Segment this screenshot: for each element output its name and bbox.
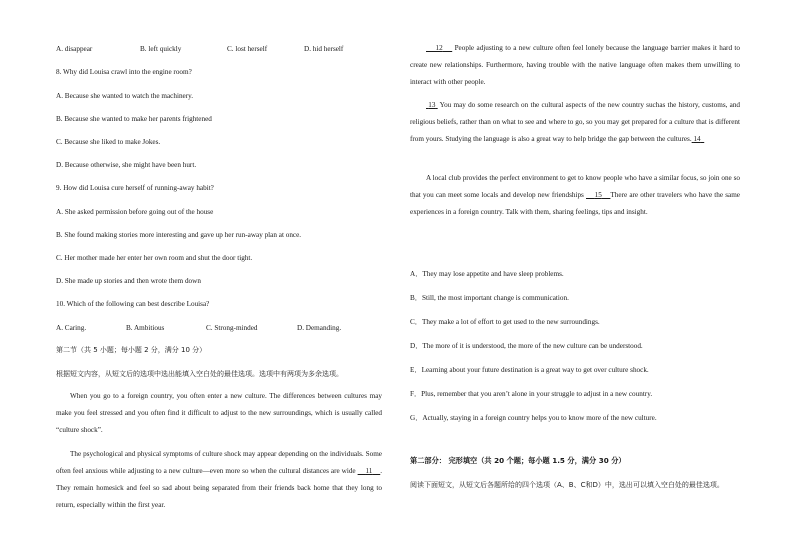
paragraph-5-text-b: There are other travelers who have the same experiences in a foreign country. Talk with them, sharing feelings, tips and insight. [410, 190, 741, 216]
q8-option-d: D. Because otherwise, she might have been hurt. [56, 161, 197, 169]
blank-11-number: 11 [365, 466, 373, 475]
passage-paragraph-3 [410, 40, 740, 91]
blank-14 [692, 135, 705, 143]
blank-13-number: 13 [428, 101, 436, 109]
q8-option-b: B. Because she wanted to make her parents frightened [56, 115, 212, 123]
q10-option-c: C. Strong-minded [206, 324, 258, 332]
paragraph-5-text-a: A local club provides the perfect environment to get to know people who have a similar focus, so join one so that you can meet some locals and develop new friendships [410, 174, 740, 199]
section2-title: 第二节（共 5 小题；每小题 2 分，满分 10 分） [56, 346, 207, 354]
choice-f: F．Plus, remember that you aren’t alone in your struggle to adjust in a new country. [410, 390, 653, 398]
q8-option-a: A. Because she wanted to watch the machinery. [56, 92, 194, 100]
q10-stem: 10. Which of the following can best describe Louisa? [56, 300, 210, 308]
blank-11 [358, 467, 381, 475]
part2-title: 第二部分： 完形填空（共 20 个题；每小题 1.5 分，满分 30 分） [410, 456, 626, 465]
part2-instruction: 阅读下面短文，从短文后各题所给的四个选项（A、B、C和D）中，选出可以填入空白处的最佳选项。 [410, 481, 724, 489]
choice-c: C．They make a lot of effort to get used to the new surroundings. [410, 318, 600, 326]
blank-14-number: 14 [693, 134, 701, 143]
passage-paragraph-1 [56, 388, 382, 439]
paragraph-3-text: People adjusting to a new culture often feel lonely because the language barrier makes it hard to create new relationships. Furthermore, having trouble with the native language often makes them unwilling to interact with other people. [410, 44, 741, 86]
paragraph-1-text: When you go to a foreign country, you often enter a new culture. The differences between cultures may make you feel stressed and you often find it difficult to adjust to the new surroundings, which is usually called “culture shock”. [56, 392, 382, 434]
paragraph-4-text: You may do some research on the cultural aspects of the new country suchas the history, customs, and religious beliefs, rather than on what to see and where to go, so you may get prepared for a culture that is different from yours. Studying the language is also a great way to help bridge the gap between the cultures. [410, 101, 741, 143]
q9-option-b: B. She found making stories more interesting and gave up her run-away plan at once. [56, 231, 302, 239]
passage-paragraph-2 [56, 446, 382, 514]
q10-option-b: B. Ambitious [126, 324, 165, 332]
q9-option-c: C. Her mother made her enter her own room and shut the door tight. [56, 254, 253, 262]
section2-instruction: 根据短文内容，从短文后的选项中选出能填入空白处的最佳选项。选项中有两项为多余选项。 [56, 370, 343, 378]
blank-13 [426, 101, 438, 109]
blank-12-number: 12 [435, 44, 443, 52]
choice-d: D．The more of it is understood, the more of the new culture can be understood. [410, 342, 643, 350]
q7-option-d: D. hid herself [304, 45, 344, 53]
choice-b: B．Still, the most important change is communication. [410, 294, 569, 302]
blank-15-number: 15 [594, 190, 602, 199]
paragraph-2-text-a: The psychological and physical symptoms of culture shock may appear depending on the individuals. Some often feel anxious while adjusting to a new culture—even more so when the cultural distances are wide [56, 450, 382, 475]
blank-12 [426, 44, 452, 52]
choice-a: A．They may lose appetite and have sleep problems. [410, 270, 564, 278]
choice-e: E．Learning about your future destination is a great way to get over culture shock. [410, 366, 649, 374]
q10-option-d: D. Demanding. [297, 324, 342, 332]
blank-15 [586, 191, 610, 199]
q8-stem: 8. Why did Louisa crawl into the engine room? [56, 68, 192, 76]
q9-option-a: A. She asked permission before going out of the house [56, 208, 214, 216]
q10-option-a: A. Caring. [56, 324, 87, 332]
choice-g: G．Actually, staying in a foreign country helps you to know more of the new culture. [410, 414, 657, 422]
q8-option-c: C. Because she liked to make Jokes. [56, 138, 161, 146]
passage-paragraph-5 [410, 170, 740, 221]
q7-option-b: B. left quickly [140, 45, 182, 53]
passage-paragraph-4 [410, 97, 740, 148]
q7-option-a: A. disappear [56, 45, 93, 53]
q7-option-c: C. lost herself [227, 45, 268, 53]
q9-option-d: D. She made up stories and then wrote them down [56, 277, 201, 285]
paragraph-2-text-b: . They remain homesick and feel so sad about being separated from their friends back home that they long to return, especially within the first year. [56, 466, 383, 509]
q9-stem: 9. How did Louisa cure herself of running-away habit? [56, 184, 214, 192]
